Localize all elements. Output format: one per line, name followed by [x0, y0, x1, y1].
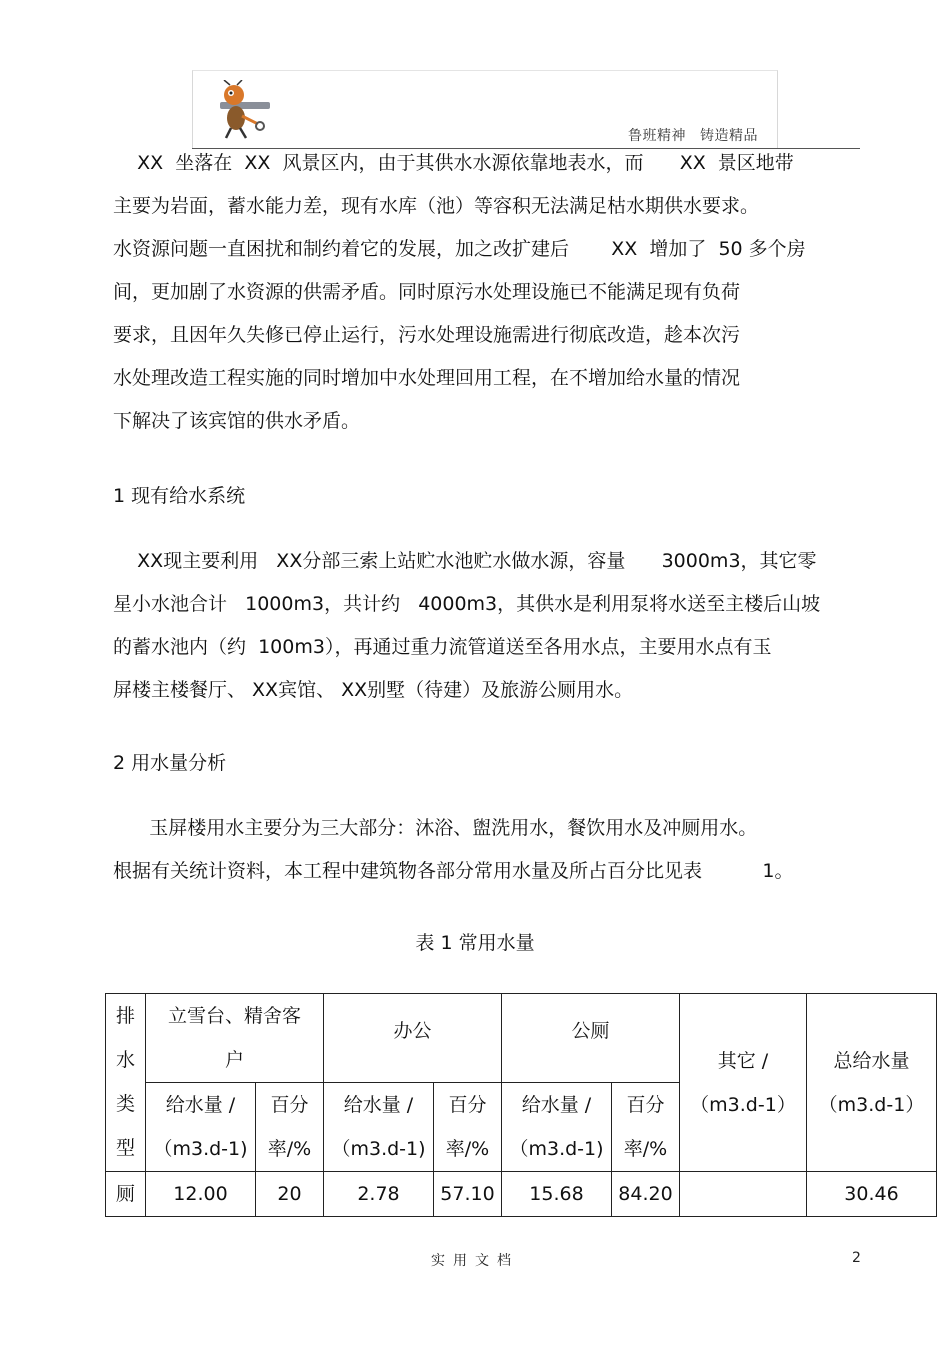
page-number: 2: [852, 1250, 861, 1266]
total-header-line: （m3.d-1）: [818, 1093, 925, 1116]
value-cell: 20: [256, 1172, 324, 1217]
group-header-guest: [146, 994, 324, 1083]
value-cell: 84.20: [612, 1172, 680, 1217]
drain-type-char: 类: [115, 1093, 135, 1115]
table-caption: 表 1 常用水量: [415, 932, 535, 954]
intro-line: 要求，且因年久失修已停止运行，污水处理设施需进行彻底改造，趁本次污: [113, 324, 741, 346]
other-header-line: （m3.d-1）: [690, 1093, 796, 1116]
subheader-line: （m3.d-1): [331, 1138, 426, 1160]
group-header-line: 户: [224, 1049, 244, 1071]
drain-type-char: 排: [115, 1005, 135, 1027]
subheader-line: 率/%: [267, 1138, 312, 1160]
subheader-line: 给水量 /: [521, 1094, 592, 1116]
section1-line: 的蓄水池内（约 100m3），再通过重力流管道送至各用水点，主要用水点有玉: [113, 636, 772, 658]
percent-subheader: [612, 1083, 680, 1172]
subheader-line: 给水量 /: [343, 1094, 414, 1116]
group-header-toilet: 公厕: [502, 994, 680, 1083]
value-cell: 2.78: [324, 1172, 434, 1217]
total-header: [807, 994, 937, 1172]
footer-label: 实用文档: [431, 1253, 519, 1269]
section2-paragraph: [113, 807, 863, 893]
subheader-line: （m3.d-1): [153, 1138, 248, 1160]
section2-line: 玉屏楼用水主要分为三大部分：沐浴、盥洗用水，餐饮用水及冲厕用水。: [113, 817, 758, 839]
other-header-line: 其它 /: [717, 1049, 769, 1072]
percent-subheader: [256, 1083, 324, 1172]
value-cell: 15.68: [502, 1172, 612, 1217]
intro-line: 主要为岩面，蓄水能力差，现有水库（池）等容积无法满足枯水期供水要求。: [113, 195, 760, 217]
drain-type-char: 水: [115, 1049, 135, 1071]
section-heading: 2 用水量分析: [113, 752, 227, 774]
value-cell: [680, 1172, 807, 1217]
slogan-left: 鲁班精神: [628, 128, 686, 144]
group-header-line: 立雪台、精舍客: [167, 1005, 301, 1027]
subheader-line: 百分: [626, 1094, 665, 1116]
slogan-right: 铸造精品: [700, 128, 758, 144]
value-cell: 12.00: [146, 1172, 256, 1217]
intro-line: XX 坐落在 XX 风景区内，由于其供水水源依靠地表水，而 XX 景区地带: [113, 152, 794, 174]
water-usage-table: [105, 993, 937, 1217]
value-cell: 30.46: [807, 1172, 937, 1217]
value-cell: 57.10: [434, 1172, 502, 1217]
subheader-line: 给水量 /: [165, 1094, 236, 1116]
section1-line: 星小水池合计 1000m3，共计约 4000m3，其供水是利用泵将水送至主楼后山坡: [113, 593, 821, 615]
supply-subheader: [146, 1083, 256, 1172]
supply-subheader: [502, 1083, 612, 1172]
subheader-line: 率/%: [623, 1138, 668, 1160]
drain-type-cell: [106, 994, 146, 1172]
row-type-cell: 厕: [106, 1172, 146, 1217]
intro-paragraph: [113, 142, 863, 443]
percent-subheader: [434, 1083, 502, 1172]
subheader-line: 百分: [448, 1094, 487, 1116]
section2-line: 根据有关统计资料，本工程中建筑物各部分常用水量及所占百分比见表 1。: [113, 860, 794, 882]
intro-line: 水处理改造工程实施的同时增加中水处理回用工程，在不增加给水量的情况: [113, 367, 741, 389]
subheader-line: （m3.d-1): [509, 1138, 604, 1160]
section1-line: XX现主要利用 XX分部三索上站贮水池贮水做水源，容量 3000m3，其它零: [113, 550, 817, 572]
intro-line: 下解决了该宾馆的供水矛盾。: [113, 410, 361, 432]
section1-paragraph: [113, 540, 863, 712]
subheader-line: 率/%: [445, 1138, 490, 1160]
drain-type-char: 型: [115, 1137, 135, 1159]
group-header-office: 办公: [324, 994, 502, 1083]
total-header-line: 总给水量: [833, 1049, 910, 1072]
table-row: [106, 1172, 937, 1217]
intro-line: 间，更加剧了水资源的供需矛盾。同时原污水处理设施已不能满足现有负荷: [113, 281, 741, 303]
section-heading: 1 现有给水系统: [113, 485, 246, 507]
section1-line: 屏楼主楼餐厅、 XX宾馆、 XX别墅（待建）及旅游公厕用水。: [113, 679, 634, 701]
subheader-line: 百分: [270, 1094, 309, 1116]
supply-subheader: [324, 1083, 434, 1172]
ant-mascot-logo: [212, 80, 274, 142]
intro-line: 水资源问题一直困扰和制约着它的发展，加之改扩建后 XX 增加了 50 多个房: [113, 238, 806, 260]
other-header: [680, 994, 807, 1172]
